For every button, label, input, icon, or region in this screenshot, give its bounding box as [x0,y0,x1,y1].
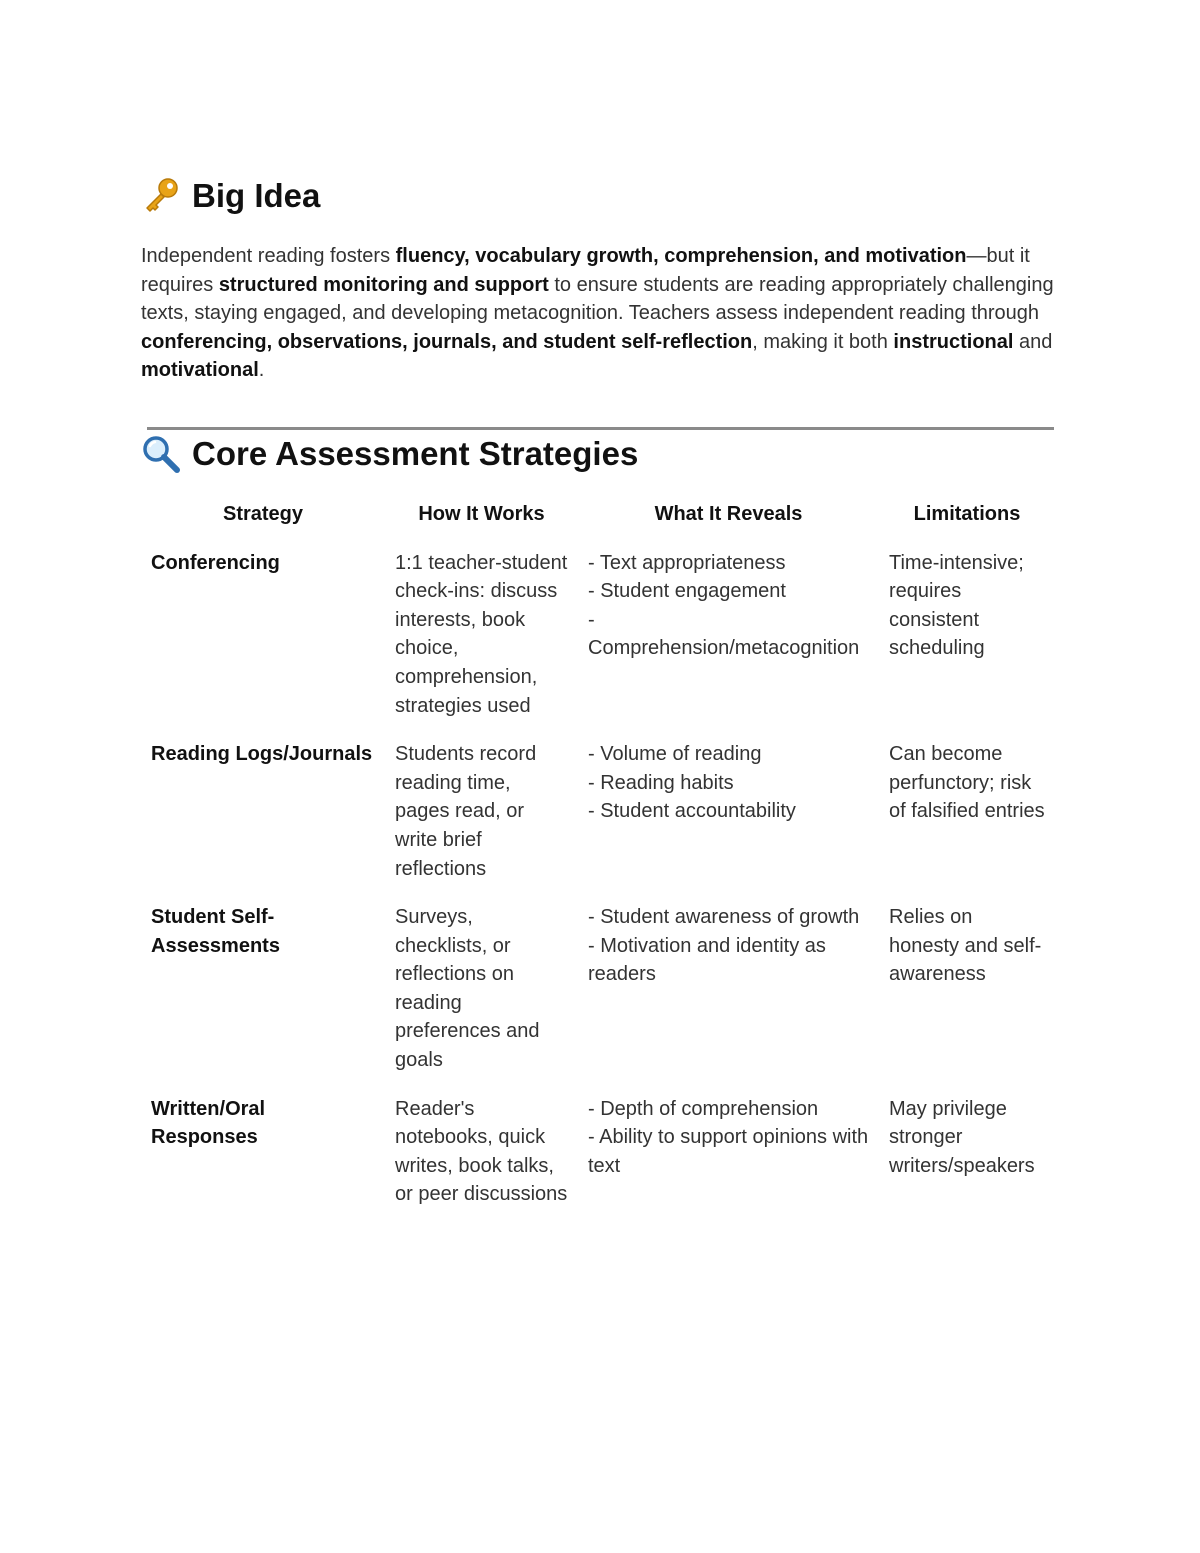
limitations-cell: Can become perfunctory; risk of falsified entries [889,743,1045,823]
paragraph-text: —but it requires [141,245,1030,296]
table-row [141,549,1055,741]
big-idea-paragraph [141,242,1055,385]
what-it-reveals-cell [578,903,879,1095]
reveal-item: - Depth of comprehension [588,1097,819,1120]
table-row [141,903,1055,1095]
what-it-reveals-cell [578,549,879,741]
how-it-works-cell: Surveys, checklists, or reflections on reading preferences and goals [395,906,540,1072]
emphasis-text: motivational [141,359,259,382]
core-strategies-title: Core Assessment Strategies [192,434,639,472]
emphasis-text: fluency, vocabulary growth, comprehension, and motivation [395,245,967,267]
how-it-works-cell: 1:1 teacher-student check-ins: discuss interests, book choice, comprehension, strategies used [395,551,568,717]
table-row [141,740,1055,903]
what-it-reveals-cell [578,1095,879,1229]
strategies-table [141,494,1055,1229]
limitations-cell: May privilege stronger writers/speakers [889,1097,1035,1177]
emphasis-text: structured monitoring and support [218,273,549,296]
limitations-cell: Time-intensive; requires consistent scheduling [889,551,1024,660]
strategy-cell: Written/Oral Responses [151,1097,266,1149]
paragraph-text: to ensure students are reading appropriately challenging texts, staying engaged, and developing metacognition. Teachers assess independent reading through [141,273,1054,325]
reveal-item: - Text appropriateness [588,551,786,574]
reveal-item: - Student accountability [588,800,796,823]
table-row [141,1095,1055,1229]
header-how-it-works: How It Works [418,502,545,525]
document-page [141,172,1055,1229]
paragraph-text: . [258,359,265,382]
strategy-cell: Student Self-Assessments [151,906,280,957]
magnifying-glass-icon [141,434,181,474]
reveal-item: - Student engagement [588,580,786,603]
reveal-item: - Ability to support opinions with text [588,1126,869,1177]
strategy-cell: Conferencing [151,551,280,574]
reveal-item: - Motivation and identity as readers [588,934,826,986]
big-idea-heading [141,172,1055,220]
limitations-cell: Relies on honesty and self-awareness [889,906,1042,986]
emphasis-text: instructional [893,330,1014,353]
header-what-it-reveals: What It Reveals [654,502,803,525]
paragraph-text: , making it both [752,330,894,353]
how-it-works-cell: Reader's notebooks, quick writes, book talks, or peer discussions [395,1097,568,1206]
big-idea-title: Big Idea [192,177,321,214]
reveal-item: - Reading habits [588,771,734,794]
reveal-item: - Volume of reading [588,743,762,766]
emphasis-text: conferencing, observations, journals, and student self-reflection [141,330,753,353]
reveal-item: - Comprehension/metacognition [588,608,860,660]
core-strategies-heading [141,430,1055,478]
key-icon [141,176,181,216]
reveal-item: - Student awareness of growth [588,906,860,929]
header-strategy: Strategy [222,502,304,525]
paragraph-text: Independent reading fosters [141,245,396,267]
header-limitations: Limitations [913,502,1021,525]
table-header-row [141,494,1055,549]
strategy-cell: Reading Logs/Journals [151,743,373,766]
paragraph-text: and [1013,330,1053,353]
what-it-reveals-cell [578,740,879,903]
how-it-works-cell: Students record reading time, pages read, or write brief reflections [395,743,537,880]
